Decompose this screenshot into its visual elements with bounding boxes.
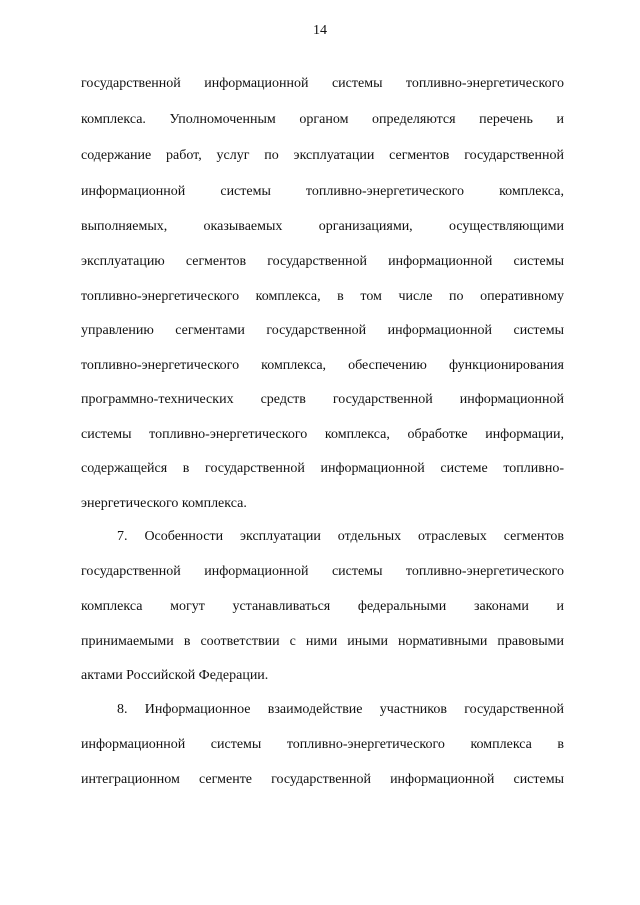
text-line: топливно-энергетического комплекса, в том числе по оперативному: [81, 289, 564, 304]
text-line: информационной системы топливно-энергетического комплекса в: [81, 737, 564, 752]
text-line: государственной информационной системы топливно-энергетического: [81, 564, 564, 579]
text-line: принимаемыми в соответствии с ними иными нормативными правовыми: [81, 634, 564, 649]
text-line: программно-технических средств государственной информационной: [81, 392, 564, 407]
text-line: управлению сегментами государственной информационной системы: [81, 323, 564, 338]
text-line: информационной системы топливно-энергетического комплекса,: [81, 184, 564, 199]
text-line: государственной информационной системы топливно-энергетического: [81, 76, 564, 91]
text-line: актами Российской Федерации.: [81, 668, 269, 683]
page-number: 14: [313, 23, 327, 38]
text-line: комплекса. Уполномоченным органом определяются перечень и: [81, 112, 564, 127]
text-line: энергетического комплекса.: [81, 496, 247, 511]
text-line: выполняемых, оказываемых организациями, осуществляющими: [81, 219, 564, 234]
text-line: системы топливно-энергетического комплекса, обработке информации,: [81, 427, 564, 442]
text-line: интеграционном сегменте государственной информационной системы: [81, 772, 564, 787]
text-line: комплекса могут устанавливаться федеральными законами и: [81, 599, 564, 614]
text-line: содержащейся в государственной информационной системе топливно-: [81, 461, 564, 476]
text-line: топливно-энергетического комплекса, обеспечению функционирования: [81, 358, 564, 373]
text-line: эксплуатацию сегментов государственной информационной системы: [81, 254, 564, 269]
paragraph-8-first-line: 8. Информационное взаимодействие участников государственной: [117, 702, 564, 717]
text-line: содержание работ, услуг по эксплуатации сегментов государственной: [81, 148, 564, 163]
paragraph-7-first-line: 7. Особенности эксплуатации отдельных отраслевых сегментов: [117, 529, 564, 544]
